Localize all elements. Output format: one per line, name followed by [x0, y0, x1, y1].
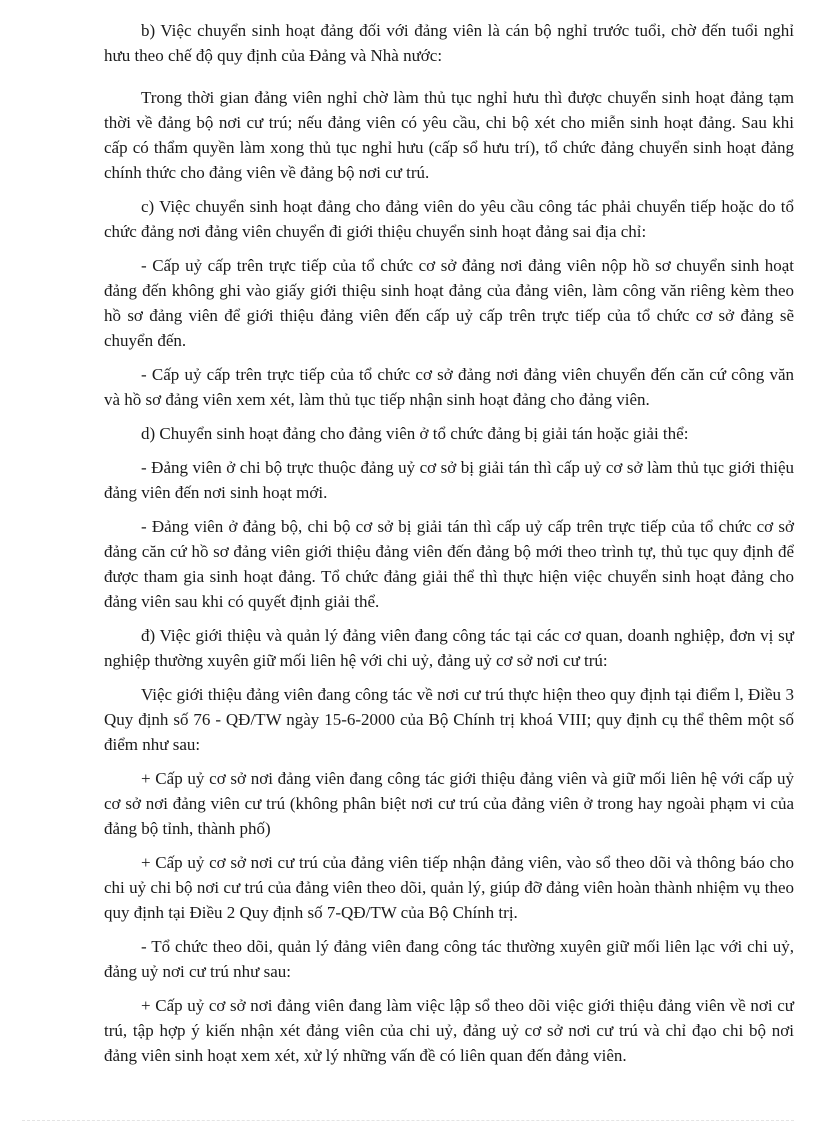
paragraph-c-item-2: - Cấp uỷ cấp trên trực tiếp của tổ chức cơ sở đảng nơi đảng viên chuyển đến căn cứ công văn và hồ sơ đảng viên xem xét, làm thủ tục tiếp nhận sinh hoạt đảng cho đảng viên.: [104, 365, 794, 409]
paragraph-c-heading: c) Việc chuyển sinh hoạt đảng cho đảng viên do yêu cầu công tác phải chuyển tiếp hoặc do tổ chức đảng nơi đảng viên chuyển đi giới thiệu chuyển sinh hoạt đảng sai địa chỉ:: [104, 197, 794, 241]
paragraph-dd-intro: Việc giới thiệu đảng viên đang công tác về nơi cư trú thực hiện theo quy định tại điểm l, Điều 3 Quy định số 76 - QĐ/TW ngày 15-6-2000 của Bộ Chính trị khoá VIII; quy định cụ thể thêm một số điểm như sau:: [104, 685, 794, 754]
paragraph-dd-plus-2: + Cấp uỷ cơ sở nơi cư trú của đảng viên tiếp nhận đảng viên, vào sổ theo dõi và thông báo cho chi uỷ chi bộ nơi cư trú của đảng viên theo dõi, quản lý, giúp đỡ đảng viên hoàn thành nhiệm vụ theo quy định tại Điều 2 Quy định số 7-QĐ/TW của Bộ Chính trị.: [104, 853, 794, 922]
paragraph-d-item-2: - Đảng viên ở đảng bộ, chi bộ cơ sở bị giải tán thì cấp uỷ cấp trên trực tiếp của tổ chức cơ sở đảng căn cứ hồ sơ đảng viên giới thiệu đảng viên đến đảng bộ mới theo trình tự, thủ tục quy định để được tham gia sinh hoạt đảng. Tổ chức đảng giải thể thì thực hiện việc chuyển sinh hoạt đảng cho đảng viên sau khi có quyết định giải thể.: [104, 517, 794, 611]
paragraph-c-item-1: - Cấp uỷ cấp trên trực tiếp của tổ chức cơ sở đảng nơi đảng viên nộp hồ sơ chuyển sinh hoạt đảng đến không ghi vào giấy giới thiệu sinh hoạt đảng của đảng viên, làm công văn riêng kèm theo hồ sơ đảng viên để giới thiệu đảng viên đến cấp uỷ cấp trên trực tiếp của tổ chức cơ sở đảng sẽ chuyển đến.: [104, 256, 794, 350]
paragraph-dd-plus-1: + Cấp uỷ cơ sở nơi đảng viên đang công tác giới thiệu đảng viên và giữ mối liên hệ với cấp uỷ cơ sở nơi đảng viên cư trú (không phân biệt nơi cư trú của đảng viên ở trong hay ngoài phạm vi của đảng bộ tỉnh, thành phố): [104, 769, 794, 838]
paragraph-d-heading: d) Chuyển sinh hoạt đảng cho đảng viên ở tổ chức đảng bị giải tán hoặc giải thể:: [141, 424, 689, 443]
paragraph-dd-item: - Tổ chức theo dõi, quản lý đảng viên đang công tác thường xuyên giữ mối liên lạc với chi uỷ, đảng uỷ nơi cư trú như sau:: [104, 937, 794, 981]
page-bottom-divider: [22, 1120, 794, 1121]
paragraph-d-item-1: - Đảng viên ở chi bộ trực thuộc đảng uỷ cơ sở bị giải tán thì cấp uỷ cơ sở làm thủ tục giới thiệu đảng viên đến nơi sinh hoạt mới.: [104, 458, 794, 502]
paragraph-dd-plus-3: + Cấp uỷ cơ sở nơi đảng viên đang làm việc lập sổ theo dõi việc giới thiệu đảng viên về nơi cư trú, tập hợp ý kiến nhận xét đảng viên của chi uỷ, đảng uỷ cơ sở nơi cư trú và chỉ đạo chi bộ nơi đảng viên sinh hoạt xem xét, xử lý những vấn đề có liên quan đến đảng viên.: [104, 996, 794, 1065]
paragraph-dd-heading: đ) Việc giới thiệu và quản lý đảng viên đang công tác tại các cơ quan, doanh nghiệp, đơn vị sự nghiệp thường xuyên giữ mối liên hệ với chi uỷ, đảng uỷ cơ sở nơi cư trú:: [104, 626, 794, 670]
paragraph-b-body: Trong thời gian đảng viên nghỉ chờ làm thủ tục nghỉ hưu thì được chuyển sinh hoạt đảng tạm thời về đảng bộ nơi cư trú; nếu đảng viên có yêu cầu, chi bộ xét cho miễn sinh hoạt đảng. Sau khi cấp có thẩm quyền làm xong thủ tục nghỉ hưu (cấp sổ hưu trí), tổ chức đảng chuyển sinh hoạt đảng chính thức cho đảng viên về đảng bộ nơi cư trú.: [104, 88, 794, 182]
paragraph-b-heading: b) Việc chuyển sinh hoạt đảng đối với đảng viên là cán bộ nghỉ trước tuổi, chờ đến tuổi nghỉ hưu theo chế độ quy định của Đảng và Nhà nước:: [104, 21, 794, 65]
